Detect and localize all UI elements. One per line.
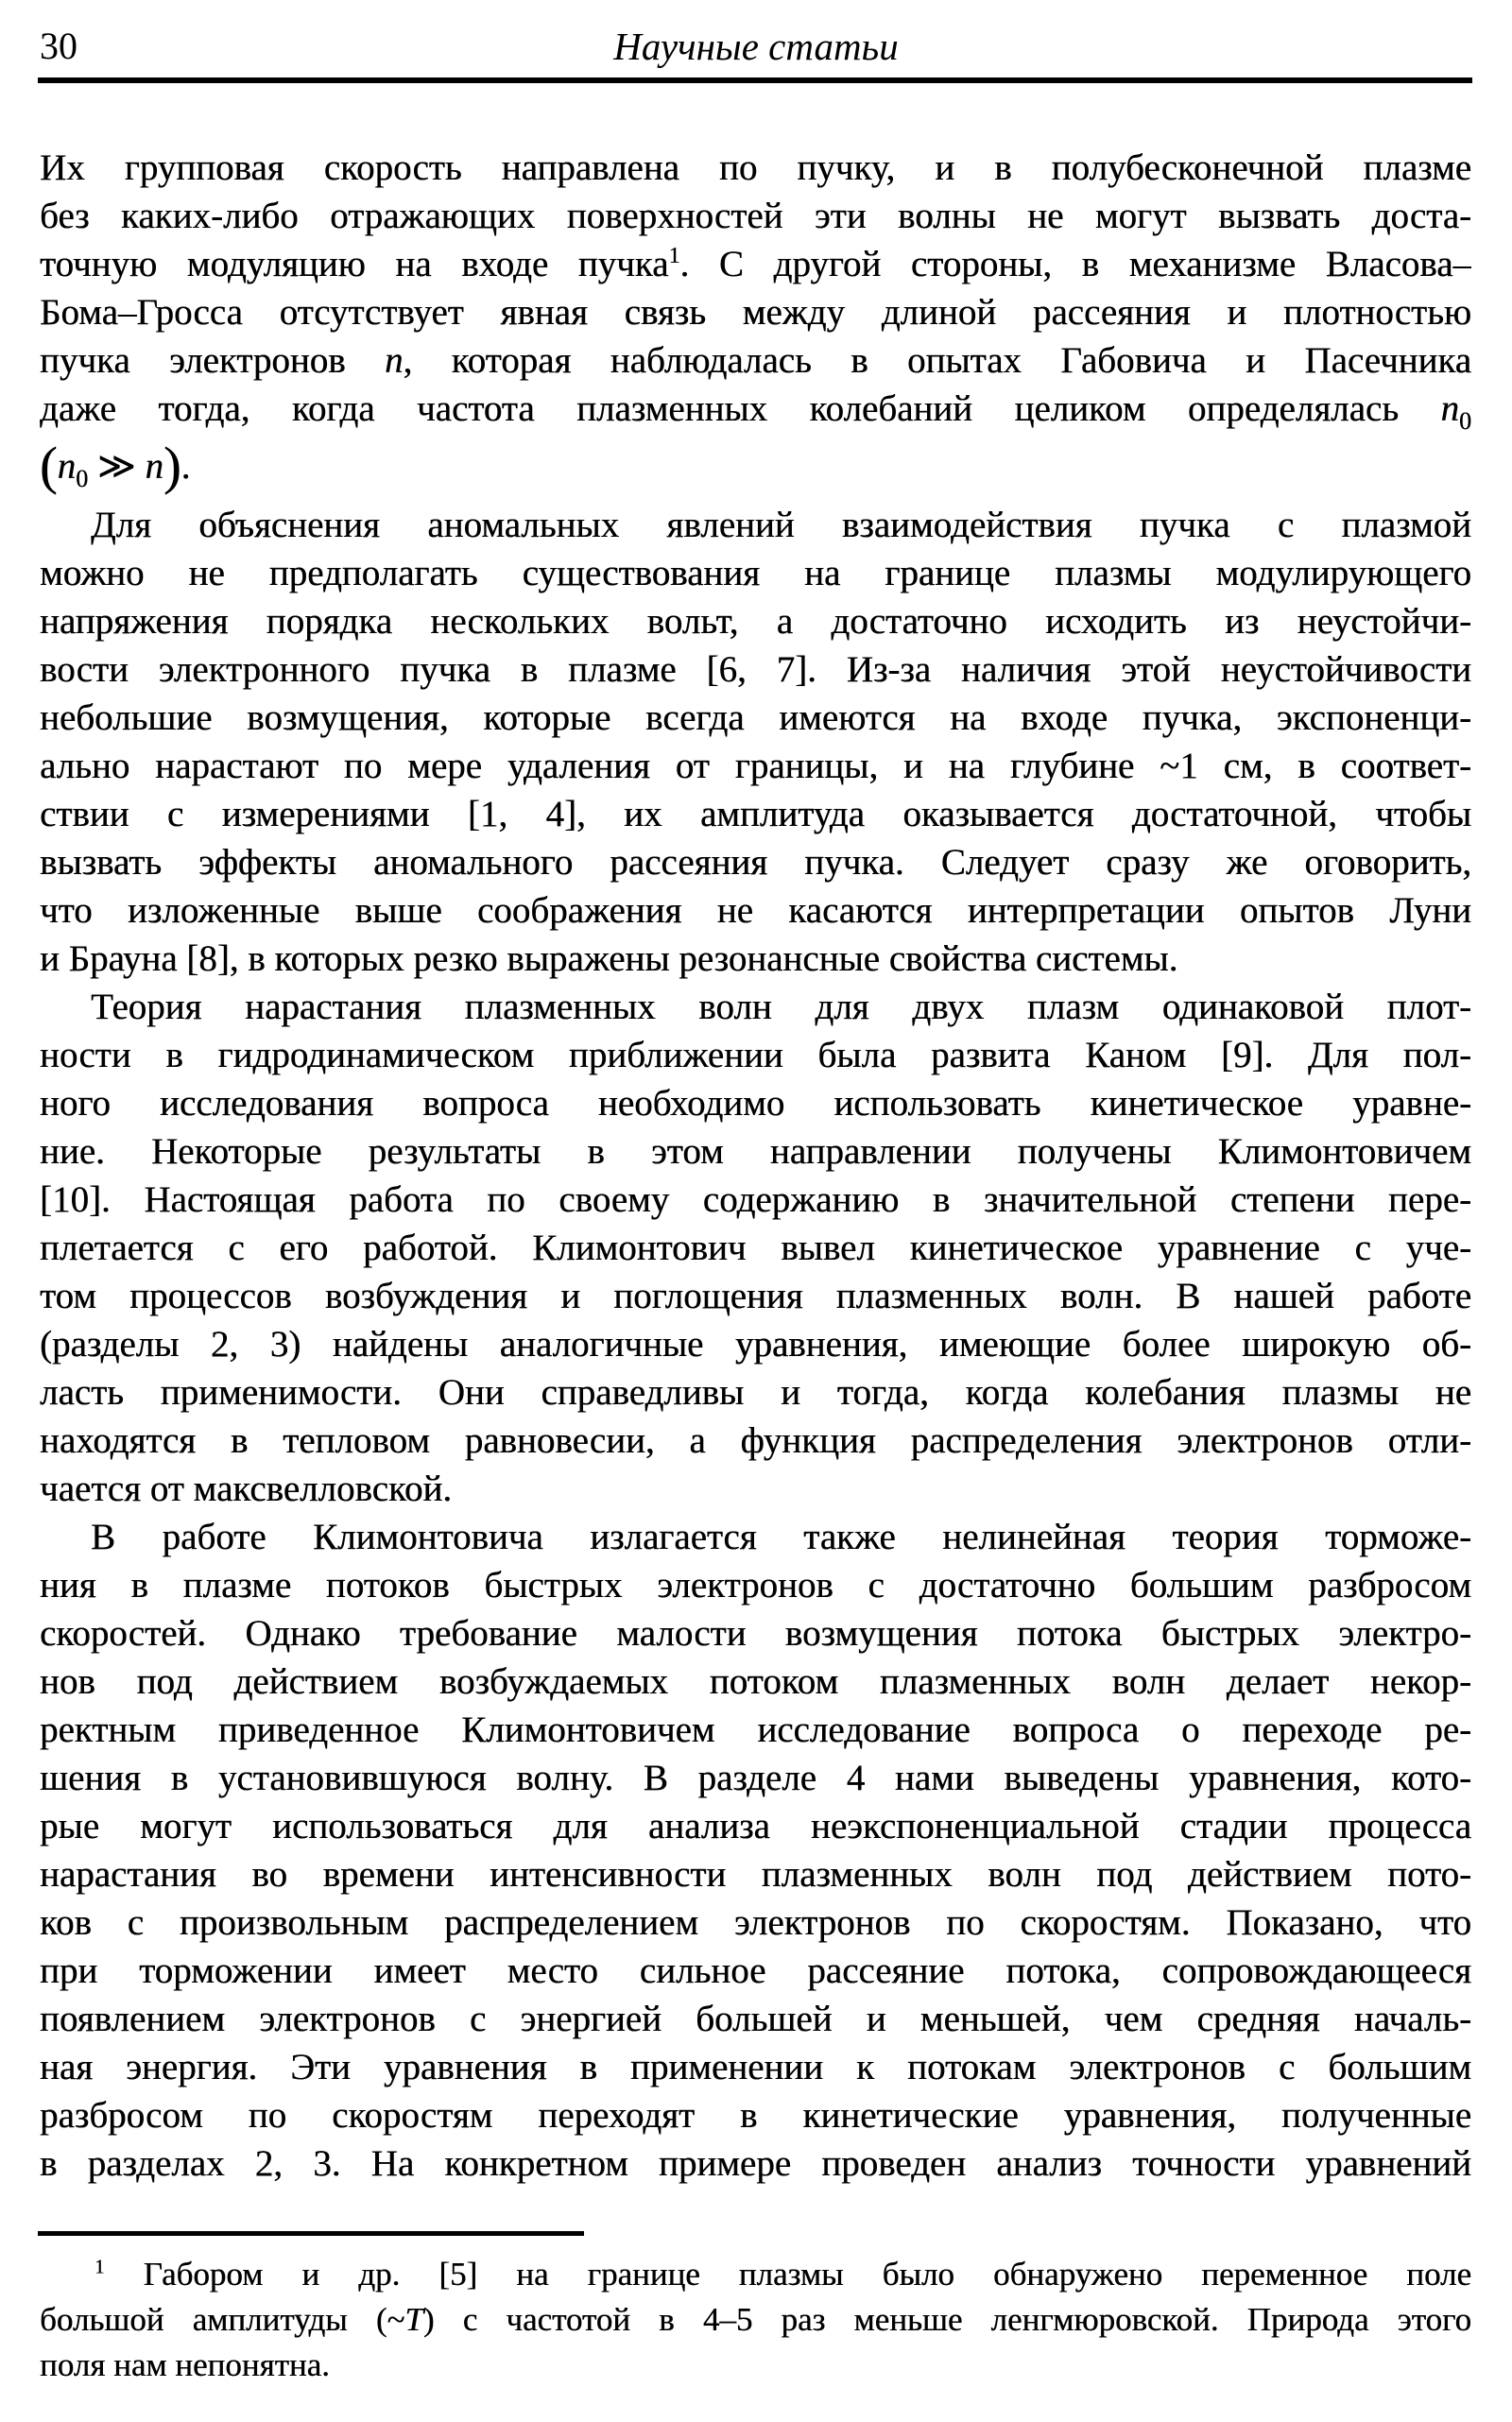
text-line (40, 1368, 1471, 1417)
text-line (40, 1127, 1471, 1176)
text-line (40, 935, 1471, 983)
text-segment: шения в установившуюся волну. В разделе 4 нами выведены уравнения, кото- (40, 1758, 1471, 1798)
paragraph (40, 144, 1471, 501)
text-line (40, 1609, 1471, 1658)
text-line (40, 694, 1471, 742)
text-segment: . С другой стороны, в механизме Власова– (679, 244, 1471, 284)
text-line (40, 1850, 1471, 1898)
text-line (40, 1898, 1471, 1947)
text-segment: чается от максвелловской. (40, 1469, 453, 1509)
text-line (40, 192, 1471, 240)
text-line (40, 240, 1471, 288)
text-line (40, 2297, 1471, 2343)
text-segment: Их групповая скорость направлена по пучку, и в полубесконечной плазме (40, 147, 1471, 188)
text-segment: 0 (76, 464, 89, 492)
text-segment: Для объяснения аномальных явлений взаимодействия пучка с плазмой (91, 505, 1471, 545)
text-segment: вызвать эффекты аномального рассеяния пучка. Следует сразу же оговорить, (40, 842, 1471, 883)
text-segment: ) (163, 437, 181, 496)
text-line (40, 838, 1471, 886)
text-segment: ние. Некоторые результаты в этом направлении получены Климонтовичем (40, 1131, 1471, 1172)
text-line (40, 742, 1471, 790)
text-segment: ( (40, 437, 58, 496)
text-segment: пучка электронов (40, 340, 385, 381)
text-line (40, 144, 1471, 192)
text-line (40, 1320, 1471, 1368)
text-segment: поля нам непонятна. (40, 2346, 330, 2383)
text-line (40, 645, 1471, 694)
text-segment: n (57, 446, 77, 487)
text-line (40, 1802, 1471, 1850)
text-segment: разбросом по скоростям переходят в кинетические уравнения, полученные (40, 2095, 1471, 2136)
text-segment: и Брауна [8], в которых резко выражены резонансные свойства системы. (40, 938, 1178, 979)
text-segment: ласть применимости. Они справедливы и тогда, когда колебания плазмы не (40, 1372, 1471, 1413)
text-line (40, 1658, 1471, 1706)
text-line (40, 1465, 1471, 1513)
text-segment: ≫ (88, 446, 146, 487)
text-segment: ния в плазме потоков быстрых электронов с достаточно большим разбросом (40, 1565, 1471, 1606)
text-line (40, 1513, 1471, 1561)
text-segment: 1 (668, 244, 680, 268)
text-segment: (разделы 2, 3) найдены аналогичные уравнения, имеющие более широкую об- (40, 1324, 1471, 1365)
text-segment: даже тогда, когда частота плазменных колебаний целиком определялась (40, 388, 1441, 429)
header-rule (38, 77, 1472, 83)
text-segment: ) с частотой в 4–5 раз меньше ленгмюровской. Природа этого (422, 2301, 1471, 2338)
text-line (40, 1995, 1471, 2043)
text-segment: 1 (94, 2255, 105, 2278)
text-segment: Бома–Гросса отсутствует явная связь между длиной рассеяния и плотностью (40, 292, 1471, 333)
footnote-divider (38, 2231, 584, 2236)
text-segment: при торможении имеет место сильное рассеяние потока, сопровождающееся (40, 1950, 1471, 1991)
text-segment: ная энергия. Эти уравнения в применении к потокам электронов с большим (40, 2047, 1471, 2087)
text-segment: [10]. Настоящая работа по своему содержанию в значительной степени пере- (40, 1179, 1471, 1220)
text-line (40, 1079, 1471, 1127)
text-line (40, 2252, 1471, 2297)
text-line (40, 1224, 1471, 1272)
text-line (40, 1561, 1471, 1609)
text-segment: ности в гидродинамическом приближении была развита Каном [9]. Для пол- (40, 1035, 1471, 1075)
text-segment: ально нарастают по мере удаления от границы, и на глубине ~1 см, в соответ- (40, 746, 1471, 786)
paragraph (40, 501, 1471, 983)
text-line (40, 2091, 1471, 2139)
text-segment: плетается с его работой. Климонтович вывел кинетическое уравнение с уче- (40, 1228, 1471, 1268)
text-segment: ректным приведенное Климонтовичем исследование вопроса о переходе ре- (40, 1709, 1471, 1750)
text-line (40, 549, 1471, 597)
text-segment: рые могут использоваться для анализа неэкспоненциальной стадии процесса (40, 1806, 1471, 1847)
text-segment: точную модуляцию на входе пучка (40, 244, 669, 284)
text-segment: 0 (1459, 406, 1471, 433)
text-segment: в разделах 2, 3. На конкретном примере проведен анализ точности уравнений (40, 2143, 1471, 2184)
text-line (40, 2343, 1471, 2388)
paragraph (40, 1513, 1471, 2188)
text-segment: Теория нарастания плазменных волн для двух плазм одинаковой плот- (91, 987, 1471, 1027)
text-line (40, 886, 1471, 935)
text-segment: , которая наблюдалась в опытах Габовича и Пасечника (403, 340, 1471, 381)
text-line (40, 501, 1471, 549)
text-segment: Габором и др. [5] на границе плазмы было обнаружено переменное поле (104, 2256, 1471, 2293)
text-line (40, 1272, 1471, 1320)
text-segment: вости электронного пучка в плазме [6, 7]. Из-за наличия этой неустойчивости (40, 649, 1471, 690)
page-body-text (40, 144, 1471, 2188)
text-segment: том процессов возбуждения и поглощения плазменных волн. В нашей работе (40, 1276, 1471, 1316)
text-segment: напряжения порядка нескольких вольт, а достаточно исходить из неустойчи- (40, 601, 1471, 642)
text-line (40, 288, 1471, 336)
text-line (40, 1706, 1471, 1754)
text-line (40, 433, 1471, 501)
text-segment: В работе Климонтовича излагается также нелинейная теория торможе- (91, 1517, 1471, 1557)
text-segment: ствии с измерениями [1, 4], их амплитуда оказывается достаточной, чтобы (40, 794, 1471, 834)
running-header-title: Научные статьи (613, 25, 899, 68)
text-line (40, 983, 1471, 1031)
text-line (40, 597, 1471, 645)
text-segment: n (384, 340, 404, 381)
text-segment: что изложенные выше соображения не касаются интерпретации опытов Луни (40, 890, 1471, 931)
text-segment: ного исследования вопроса необходимо использовать кинетическое уравне- (40, 1083, 1471, 1124)
text-line (40, 790, 1471, 838)
text-segment: . (180, 446, 191, 487)
text-segment: небольшие возмущения, которые всегда имеются на входе пучка, экспоненци- (40, 697, 1471, 738)
text-line (40, 1031, 1471, 1079)
text-line (40, 2139, 1471, 2188)
text-segment: находятся в тепловом равновесии, а функция распределения электронов отли- (40, 1420, 1471, 1461)
page-number: 30 (40, 25, 77, 67)
text-segment: скоростей. Однако требование малости возмущения потока быстрых электро- (40, 1613, 1471, 1654)
paragraph (40, 983, 1471, 1513)
text-segment: появлением электронов с энергией большей и меньшей, чем средняя началь- (40, 1999, 1471, 2039)
text-segment: нов под действием возбуждаемых потоком плазменных волн делает некор- (40, 1661, 1471, 1702)
text-segment: нарастания во времени интенсивности плазменных волн под действием пото- (40, 1854, 1471, 1895)
text-line (40, 1417, 1471, 1465)
text-segment: без каких-либо отражающих поверхностей эти волны не могут вызвать доста- (40, 196, 1471, 236)
text-line (40, 1754, 1471, 1802)
text-line (40, 1176, 1471, 1224)
text-segment: большой амплитуды (~ (40, 2301, 405, 2338)
text-segment: можно не предполагать существования на границе плазмы модулирующего (40, 553, 1471, 593)
text-line (40, 1947, 1471, 1995)
text-segment: n (1440, 388, 1459, 429)
text-segment: n (145, 446, 163, 487)
footnote (40, 2252, 1471, 2388)
text-segment: ков с произвольным распределением электронов по скоростям. Показано, что (40, 1902, 1471, 1943)
text-segment: T (404, 2301, 423, 2338)
text-line (40, 385, 1471, 433)
text-line (40, 2043, 1471, 2091)
text-line (40, 336, 1471, 385)
